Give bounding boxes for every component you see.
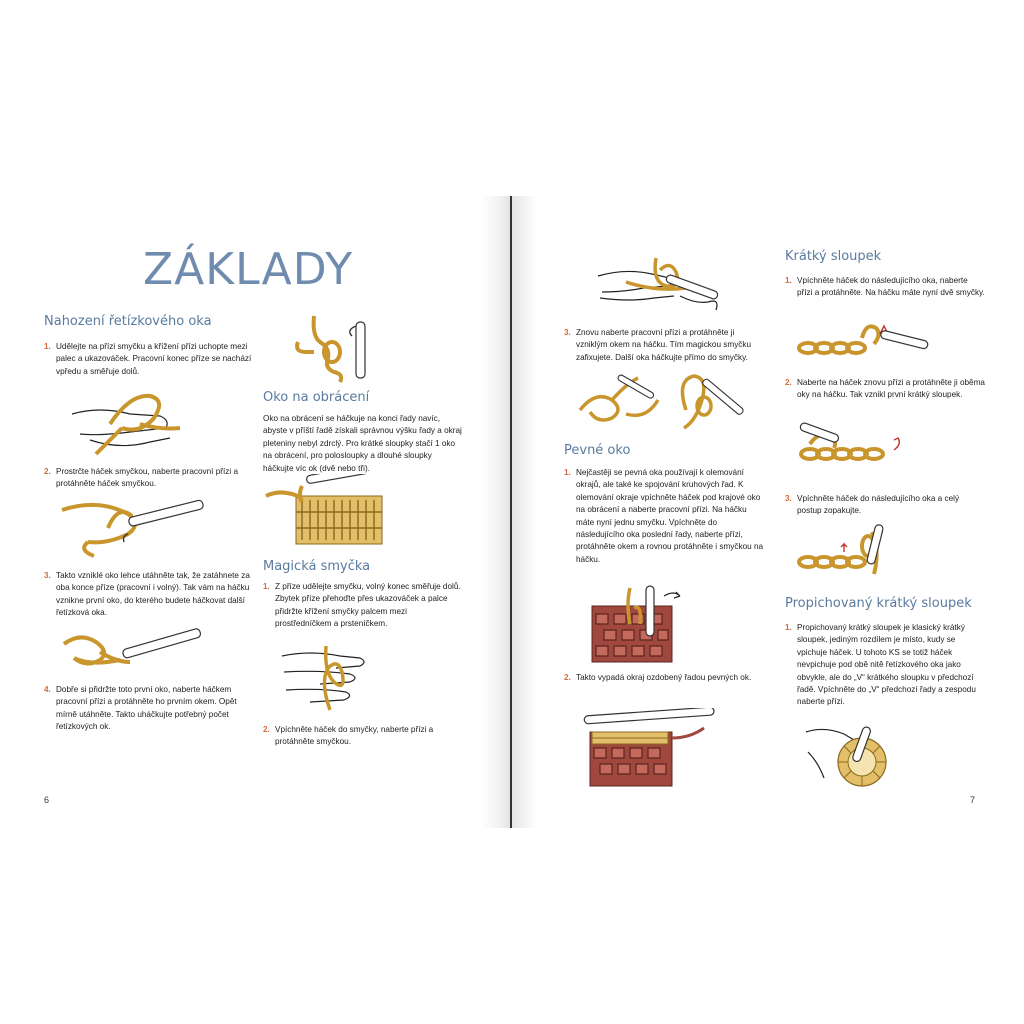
sc-step-1 xyxy=(785,275,985,300)
magic-step-3 xyxy=(564,327,764,364)
heading-magic-ring: Magická smyčka xyxy=(263,559,371,574)
turning-chain-text: Oko na obrácení se háčkuje na konci řady navíc, abyste v příští řadě získali správnou výšku řady a okraj pleteniny nebyl zdrclý. Pro krátké sloupky stačí 1 oko na obrácení, pro polosloupky a dlouhé sloupky háčkujte víc ok (dvě nebo tři). xyxy=(263,414,462,473)
heading-single-crochet: Krátký sloupek xyxy=(785,249,882,264)
step-number: 1. xyxy=(785,623,792,632)
turning-chain-icon xyxy=(262,474,392,548)
spike-sc-step-1 xyxy=(785,622,985,709)
hook-loop-icon xyxy=(58,494,208,560)
step-number: 2. xyxy=(785,378,792,387)
magic-step-1 xyxy=(263,581,463,631)
slipknot-icon xyxy=(60,622,210,672)
heading-turning-chain: Oko na obrácení xyxy=(263,390,370,405)
step-number: 1. xyxy=(785,276,792,285)
step-text: Udělejte na přízi smyčku a křížení přízi uchopte mezi palec a ukazováček. Pracovní konec příze se nachází vpředu a směřuje dolů. xyxy=(56,342,252,376)
magic-ring-hand-icon xyxy=(280,642,380,712)
step-number: 2. xyxy=(564,673,571,682)
heading-slip-stitch: Pevné oko xyxy=(564,443,631,458)
step-number: 2. xyxy=(44,467,51,476)
sc-step-2 xyxy=(785,377,985,402)
step-text: Prostrčte háček smyčkou, naberte pracovní přízi a protáhněte háček smyčkou. xyxy=(56,467,239,489)
magic-ring-hook-icon xyxy=(596,252,726,318)
chain-step-3 xyxy=(44,570,252,620)
spike-sc-icon xyxy=(804,722,904,788)
page-number-left: 6 xyxy=(44,795,50,805)
sc-step-3 xyxy=(785,493,985,518)
step-text: Propichovaný krátký sloupek je klasický krátký sloupek, jediným rozdílem je místo, kudy se vpichuje háček. U tohoto KS se totiž háček nevpichuje pod obě nitě řetízkového oka jako obvykle, ale do „V“ krátkého sloupku v předchozí řadě. Vpíchněte do „V“ předchozí řady a zespodu naberte přízi. xyxy=(797,623,976,707)
step-number: 3. xyxy=(564,328,571,337)
heading-spike-sc: Propichovaný krátký sloupek xyxy=(785,596,972,611)
step-number: 1. xyxy=(263,582,270,591)
page-number-right: 7 xyxy=(970,795,976,805)
slip-step-1 xyxy=(564,467,764,566)
step-number: 1. xyxy=(44,342,51,351)
sc-step1-icon xyxy=(796,318,932,366)
step-text: Dobře si přidržte toto první oko, naberte háčkem pracovní přízi a protáhněte ho prvním okem. Opět mírně utáhněte. Takto uháčkujte potřebný počet řetízkových ok. xyxy=(56,685,237,732)
gutter-shadow-right xyxy=(512,196,536,828)
sc-step2-icon xyxy=(798,420,934,472)
step-text: Vpíchněte háček do následujícího oka, naberte přízi a protáhněte. Na háčku máte nyní dvě smyčky. xyxy=(797,276,985,298)
step-number: 3. xyxy=(785,494,792,503)
magic-ring-fix-icon xyxy=(576,370,756,432)
slip-stitch-edge-icon xyxy=(580,708,720,788)
slip-step-2 xyxy=(564,672,764,684)
step-number: 3. xyxy=(44,571,51,580)
slip-stitch-fabric-icon xyxy=(590,584,690,664)
chain-step-1 xyxy=(44,341,252,378)
heading-chain: Nahození řetízkového oka xyxy=(44,314,212,329)
step-text: Z příze udělejte smyčku, volný konec směřuje dolů. Zbytek příze přehoďte přes ukazováček a palce přidržte křížení smyčky palcem mezi prostředníčkem a prsteníčkem. xyxy=(275,582,461,629)
chain-step-2 xyxy=(44,466,252,491)
magic-step-2 xyxy=(263,724,463,749)
gutter-shadow xyxy=(480,196,512,828)
sc-step3-icon xyxy=(796,522,906,580)
step-text: Takto vzniklé oko lehce utáhněte tak, že zatáhnete za oba konce příze (pracovní i volný). Tak vám na háčku vznikne první oko, do kterého budete háčkovat další řetízková oka. xyxy=(56,571,250,618)
step-number: 1. xyxy=(564,468,571,477)
step-text: Znovu naberte pracovní přízi a protáhněte ji vzniklým okem na háčku. Tím magickou smyčku zafixujete. Další oka háčkujte přímo do smyčky. xyxy=(576,328,752,362)
step-text: Takto vypadá okraj ozdobený řadou pevných ok. xyxy=(576,673,752,682)
hook-chain-icon xyxy=(290,312,380,384)
page-title: ZÁKLADY xyxy=(143,244,354,295)
step-text: Nejčastěji se pevná oka používají k olemování okrajů, ale také ke spojování kruhových řad. K olemování okraje vpíchněte háček pod krajové oko na obrácení a naberte pracovní přízi. Na háčku máte nyní jednu smyčku. Vpíchněte do následujícího oka poslední řady, naberte přízi, protáhněte okem a rovnou protáhněte i smyčkou na háčku. xyxy=(576,468,764,564)
step-number: 4. xyxy=(44,685,51,694)
step-text: Vpíchněte háček do smyčky, naberte přízi a protáhněte smyčkou. xyxy=(275,725,434,747)
step-text: Naberte na háček znovu přízi a protáhněte ji oběma oky na háčku. Tak vznikl první krátký sloupek. xyxy=(797,378,985,400)
step-number: 2. xyxy=(263,725,270,734)
hand-loop-icon xyxy=(70,384,190,456)
chain-step-4 xyxy=(44,684,252,734)
book-spine xyxy=(510,196,512,828)
step-text: Vpíchněte háček do následujícího oka a celý postup zopakujte. xyxy=(797,494,960,516)
